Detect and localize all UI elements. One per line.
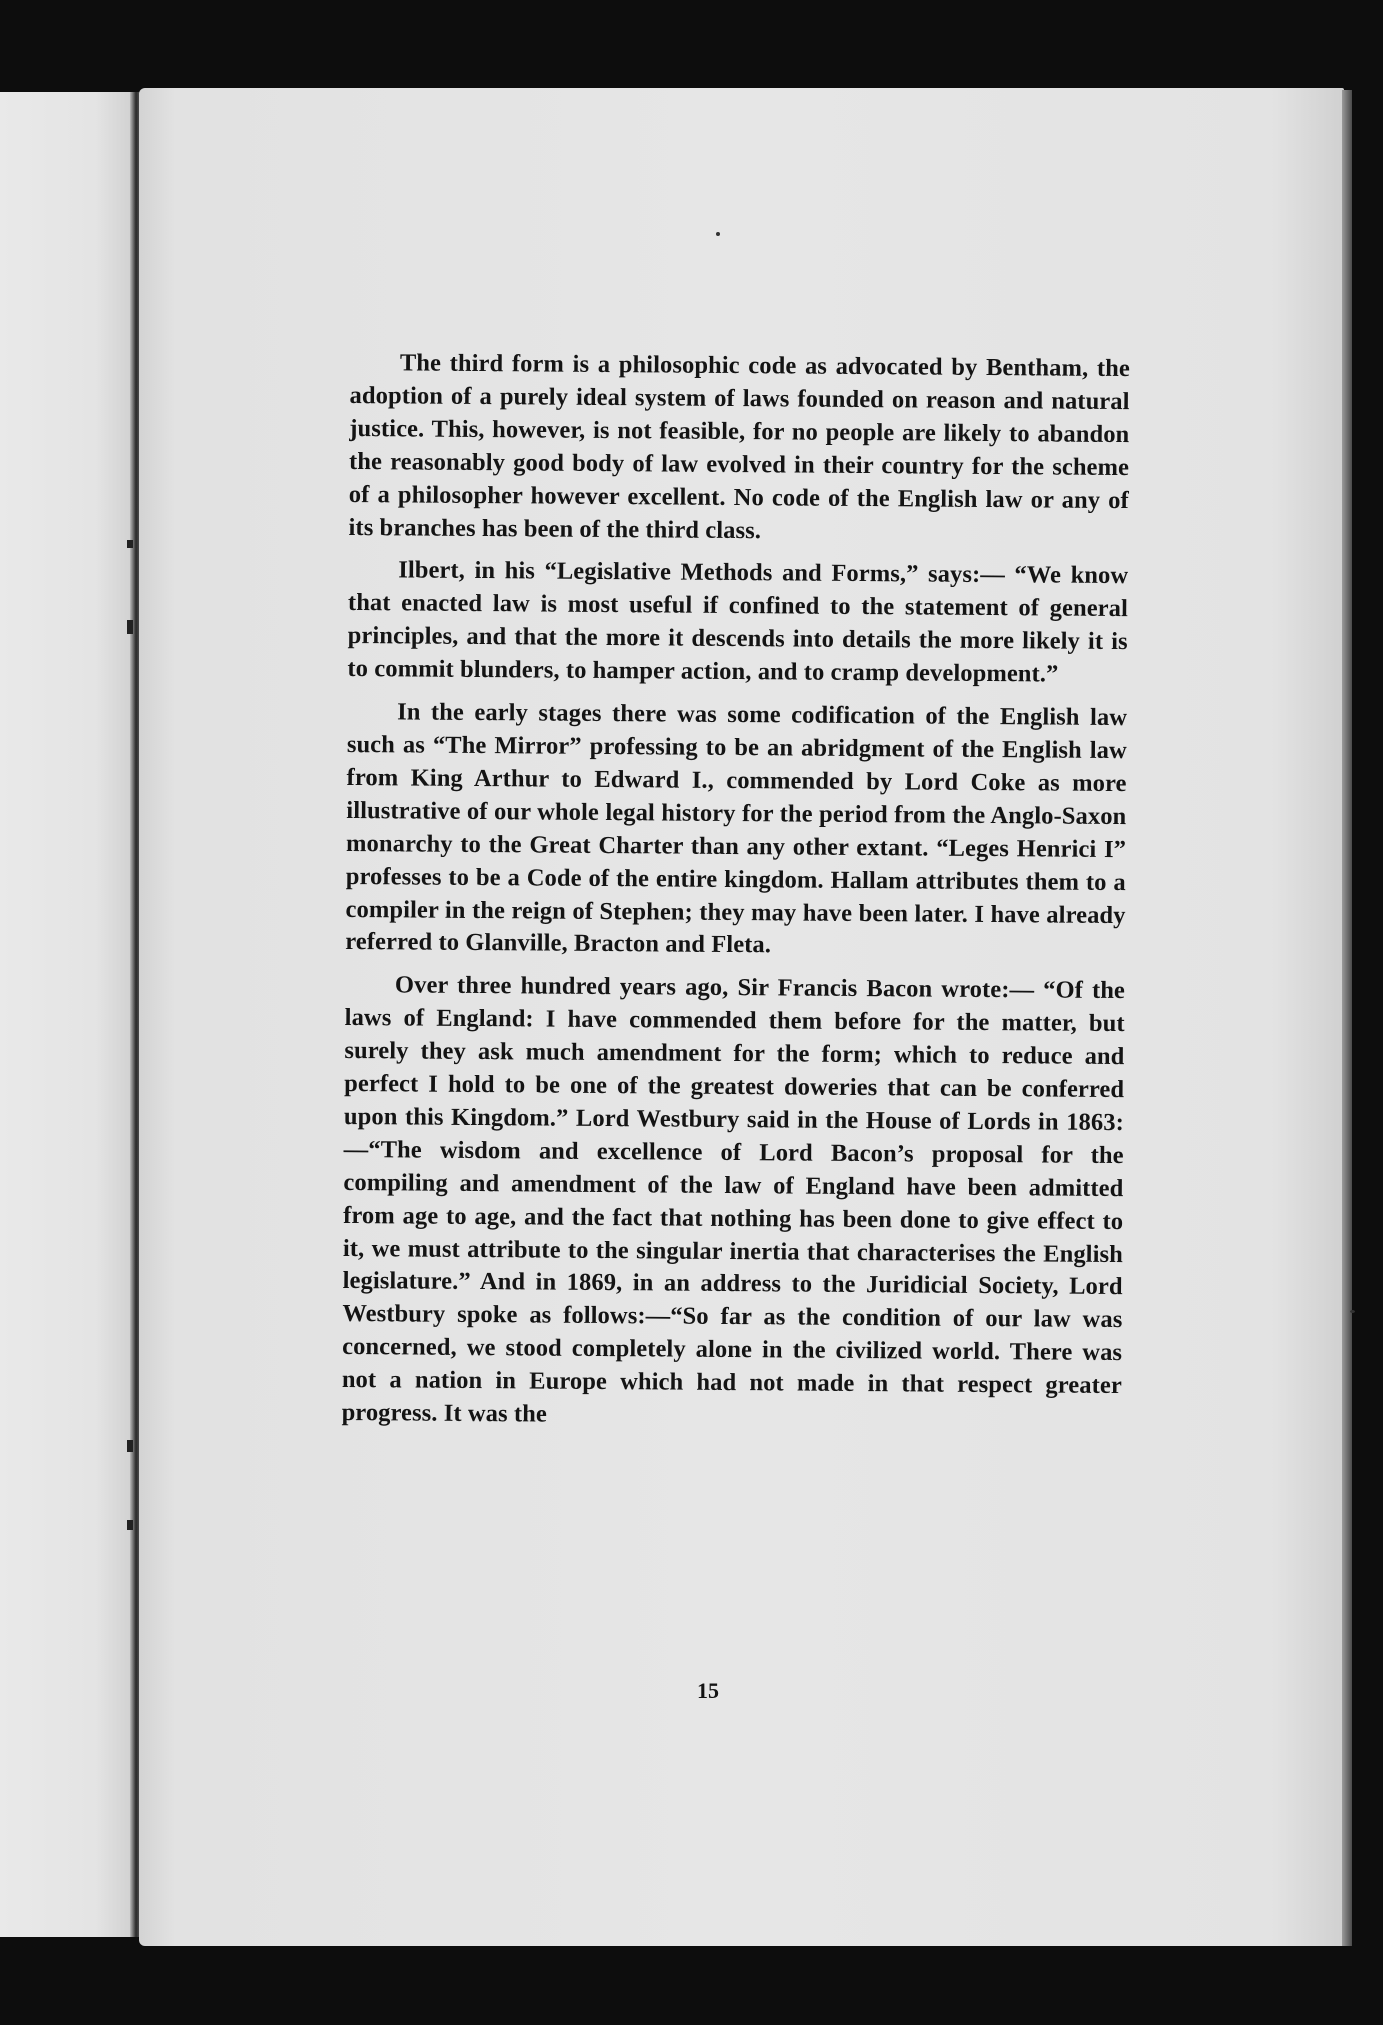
- gutter-mark: [127, 620, 133, 634]
- paragraph-ilbert-quote: Ilbert, in his “Legislative Methods and Forms,” says:— “We know that enacted law is most useful if confined to the statement of general principles, and that the more it descends into details the more likely it is to commit blunders, to hamper action, and to cramp development.”: [347, 556, 1129, 688]
- paragraph-bacon-westbury: Over three hundred years ago, Sir Francis Bacon wrote:— “Of the laws of England: I have commended them before for the matter, but surely they ask much amendment for the form; which to reduce and perfect I hold to be one of the greatest doweries that can be conferred upon this Kingdom.” Lord Westbury said in the House of Lords in 1863:—“The wisdom and excellence of Lord Bacon’s proposal for the compiling and amendment of the law of England have been admitted from age to age, and the fact that nothing has been done to give effect to it, we must attribute to the singular inertia that characterises the English legislature.” And in 1869, in an address to the Juridicial Society, Lord Westbury spoke as follows:—“So far as the condition of our law was concerned, we stood completely alone in the civilized world. There was not a nation in Europe which had not made in that respect greater progress. It was the: [341, 971, 1126, 1428]
- scan-speck: [716, 232, 720, 236]
- paragraph-philosophic-code: The third form is a philosophic code as advocated by Bentham, the adoption of a purely ideal system of laws founded on reason and natural justice. This, however, is not feasible, for no people are likely to abandon the reasonably good body of law evolved in their country for the scheme of a philosopher however excellent. No code of the English law or any of its branches has been of the third class.: [348, 349, 1130, 544]
- left-page-edge: [0, 92, 136, 1937]
- gutter-mark: [127, 540, 133, 548]
- scan-speck: [1350, 1310, 1355, 1313]
- body-text: [341, 347, 1129, 1436]
- right-page-edge: [1342, 90, 1352, 1946]
- gutter-mark: [127, 1440, 133, 1452]
- gutter-mark: [127, 1520, 133, 1530]
- paragraph-early-codification: In the early stages there was some codification of the English law such as “The Mirror” professing to be an abridgment of the English law from King Arthur to Edward I., commended by Lord Coke as more illustrative of our whole legal history for the period from the Anglo-Saxon monarchy to the Great Charter than any other extant. “Leges Henrici I” professes to be a Code of the entire kingdom. Hallam attributes them to a compiler in the reign of Stephen; they may have been later. I have already referred to Glanville, Bracton and Fleta.: [345, 698, 1128, 959]
- page-number: 15: [697, 1678, 719, 1703]
